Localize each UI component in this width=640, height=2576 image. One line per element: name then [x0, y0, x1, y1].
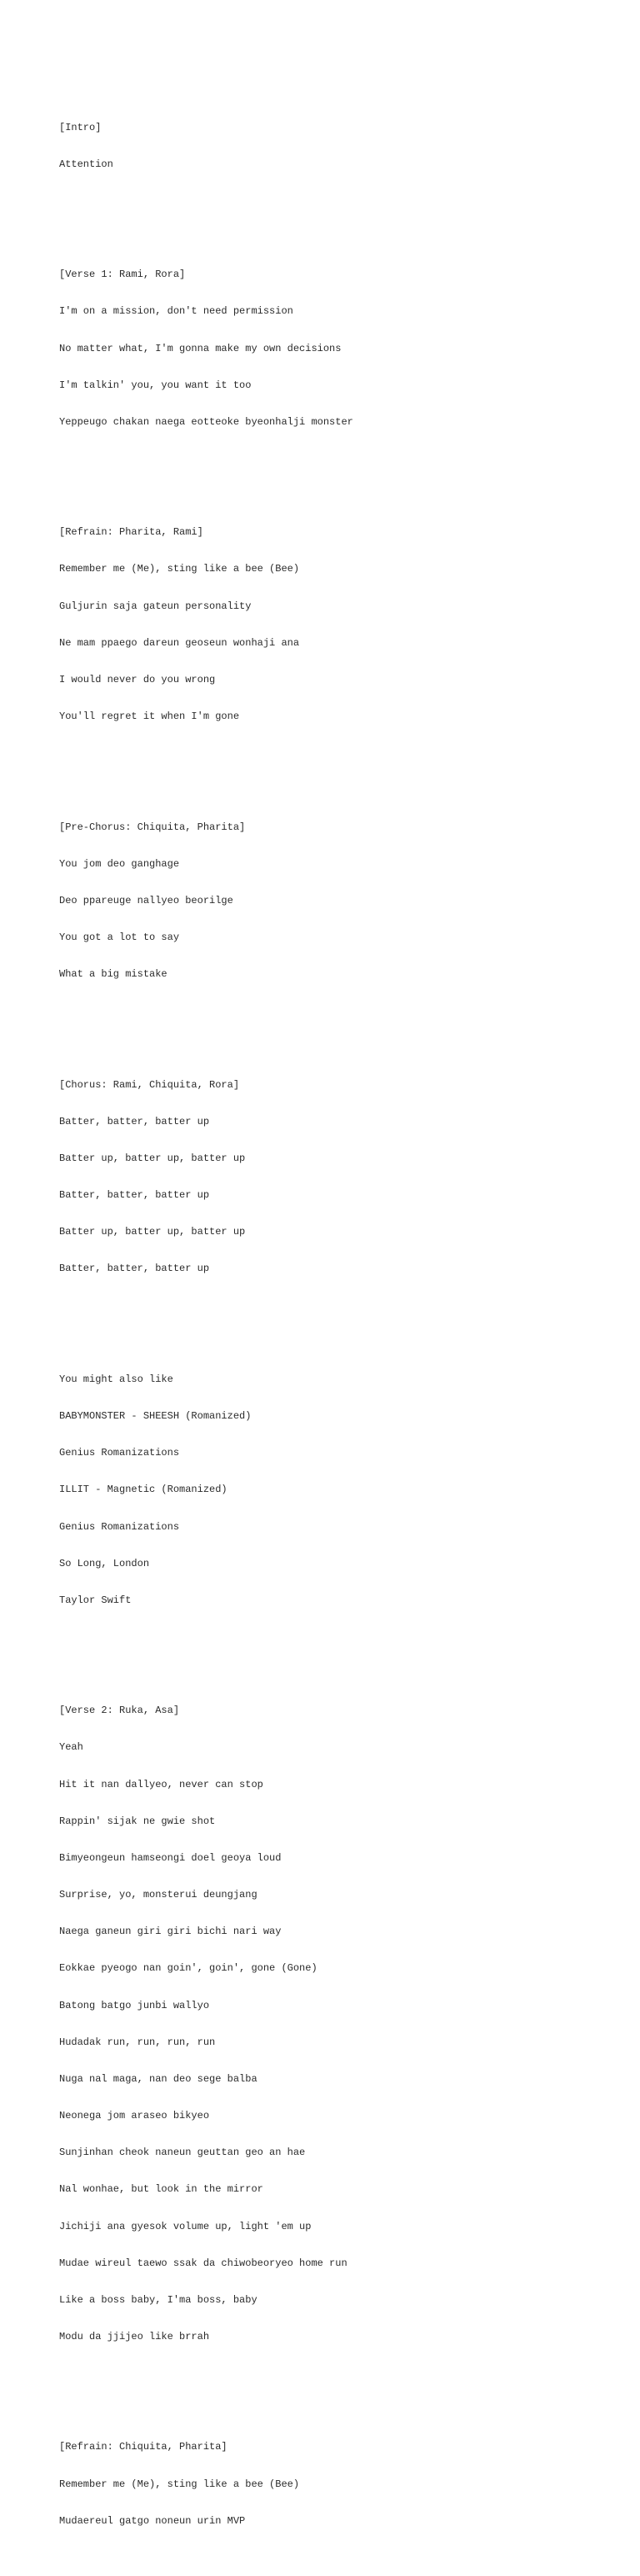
lyric-line: Modu da jjijeo like brrah [59, 2330, 210, 2343]
lyric-line: Hit it nan dallyeo, never can stop [59, 1778, 263, 1790]
lyric-line: No matter what, I'm gonna make my own decisions [59, 342, 342, 354]
section-intro [59, 97, 592, 195]
lyric-line: Batter up, batter up, batter up [59, 1152, 246, 1164]
lyric-line: You got a lot to say [59, 931, 180, 944]
lyric-line: Surprise, yo, monsterui deungjang [59, 1889, 258, 1901]
section-verse-1 [59, 244, 592, 453]
lyric-line: Remember me (Me), sting like a bee (Bee) [59, 563, 300, 575]
lyric-line: Rappin' sijak ne gwie shot [59, 1815, 216, 1827]
lyric-line: Sunjinhan cheok naneun geuttan geo an hae [59, 2147, 306, 2159]
lyric-line: Nal wonhae, but look in the mirror [59, 2183, 263, 2196]
lyric-line: You jom deo ganghage [59, 857, 180, 870]
section-header: [Refrain: Chiquita, Pharita] [59, 2441, 228, 2453]
section-verse-2 [59, 1680, 592, 2368]
lyric-line: Jichiji ana gyesok volume up, light 'em up [59, 2220, 312, 2232]
section-chorus [59, 1054, 592, 1299]
lyric-line: You'll regret it when I'm gone [59, 711, 240, 723]
section-header: [Intro] [59, 121, 102, 133]
lyric-line: I would never do you wrong [59, 673, 216, 685]
lyric-line: Yeppeugo chakan naega eotteoke byeonhalji monster [59, 415, 353, 428]
lyric-line: Nuga nal maga, nan deo sege balba [59, 2072, 258, 2085]
lyric-line: Attention [59, 158, 113, 170]
section-header: [Refrain: Pharita, Rami] [59, 526, 203, 539]
lyric-line: Batter, batter, batter up [59, 1189, 210, 1202]
section-header: [Verse 2: Ruka, Asa] [59, 1705, 180, 1717]
lyrics-document [59, 60, 592, 2576]
section-you-might-also-like [59, 1348, 592, 1631]
recommendation-artist: Genius Romanizations [59, 1520, 180, 1533]
section-header: [Chorus: Rami, Chiquita, Rora] [59, 1078, 240, 1091]
recommendation-artist: Genius Romanizations [59, 1447, 180, 1459]
lyric-line: Like a boss baby, I'ma boss, baby [59, 2293, 258, 2306]
lyric-line: Mudae wireul taewo ssak da chiwobeoryeo home run [59, 2257, 348, 2269]
lyric-line: Batong batgo junbi wallyo [59, 1999, 210, 2011]
recommendation-title: So Long, London [59, 1557, 150, 1569]
section-refrain-2 [59, 2417, 592, 2552]
lyric-line: I'm talkin' you, you want it too [59, 379, 252, 391]
lyric-line: Naega ganeun giri giri bichi nari way [59, 1926, 282, 1938]
recommendations-header: You might also like [59, 1373, 173, 1385]
recommendation-title: ILLIT - Magnetic (Romanized) [59, 1484, 228, 1496]
lyric-line: Remember me (Me), sting like a bee (Bee) [59, 2478, 300, 2490]
lyric-line: Guljurin saja gateun personality [59, 600, 252, 612]
recommendation-artist: Taylor Swift [59, 1594, 132, 1606]
section-header: [Verse 1: Rami, Rora] [59, 269, 186, 281]
lyric-line: Batter, batter, batter up [59, 1263, 210, 1275]
section-header: [Pre-Chorus: Chiquita, Pharita] [59, 821, 246, 833]
lyric-line: Batter, batter, batter up [59, 1115, 210, 1127]
lyric-line: Deo ppareuge nallyeo beorilge [59, 894, 233, 906]
lyric-line: Mudaereul gatgo noneun urin MVP [59, 2514, 246, 2527]
lyric-line: Batter up, batter up, batter up [59, 1226, 246, 1238]
lyric-line: Neonega jom araseo bikyeo [59, 2110, 210, 2122]
section-pre-chorus [59, 796, 592, 1005]
section-refrain-1 [59, 502, 592, 747]
lyric-line: Hudadak run, run, run, run [59, 2036, 216, 2048]
lyric-line: I'm on a mission, don't need permission [59, 305, 293, 318]
lyric-line: What a big mistake [59, 968, 168, 981]
lyric-line: Bimyeongeun hamseongi doel geoya loud [59, 1851, 282, 1864]
lyric-line: Ne mam ppaego dareun geoseun wonhaji ana [59, 636, 300, 649]
lyric-line: Yeah [59, 1741, 83, 1754]
lyric-line: Eokkae pyeogo nan goin', goin', gone (Gone) [59, 1962, 318, 1975]
recommendation-title: BABYMONSTER - SHEESH (Romanized) [59, 1410, 252, 1423]
